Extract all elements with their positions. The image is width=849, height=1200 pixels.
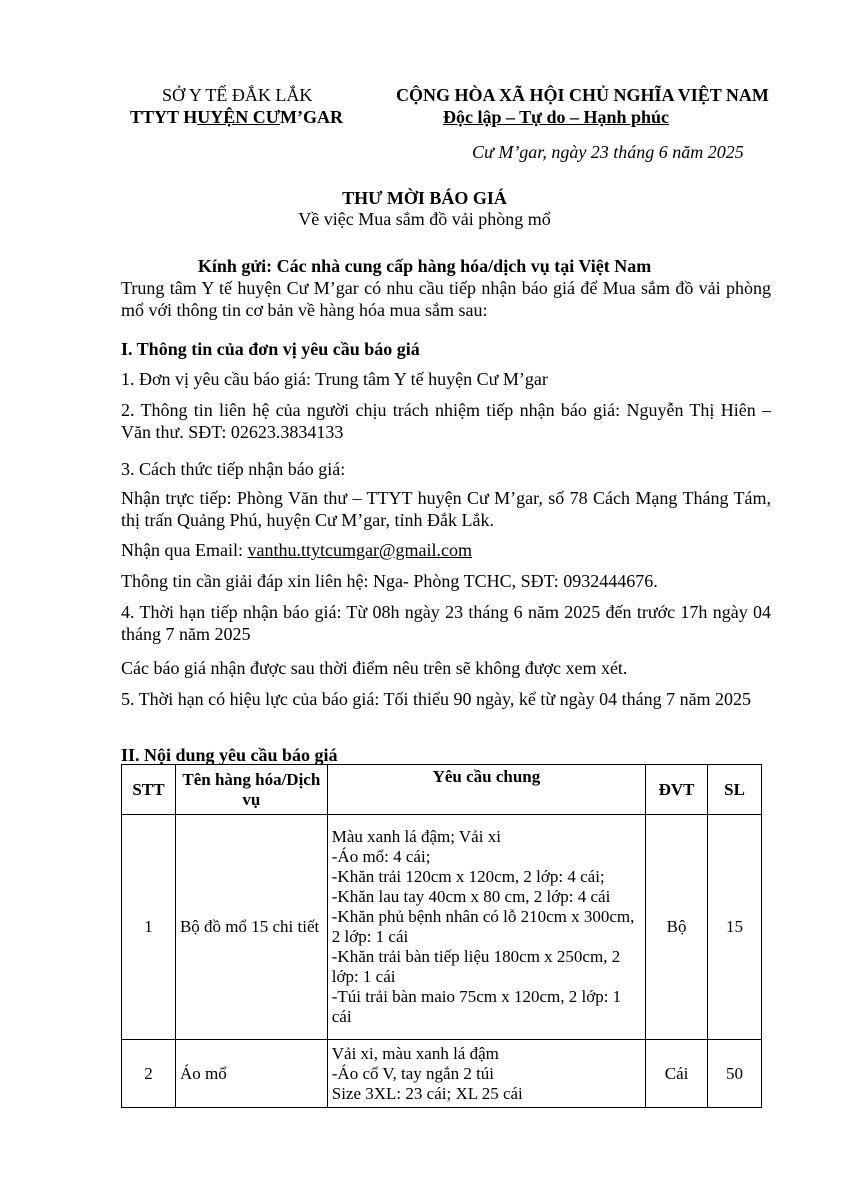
row-1-req — [327, 815, 645, 1040]
section-1-item-1: 1. Đơn vị yêu cầu báo giá: Trung tâm Y tế huyện Cư M’gar — [121, 369, 548, 389]
nation-line-1: CỘNG HÒA XÃ HỘI CHỦ NGHĨA VIỆT NAM — [396, 85, 769, 105]
place-date: Cư M’gar, ngày 23 tháng 6 năm 2025 — [472, 142, 744, 162]
section-2-heading: II. Nội dung yêu cầu báo giá — [121, 745, 338, 765]
intro-paragraph: Trung tâm Y tế huyện Cư M’gar có nhu cầu tiếp nhận báo giá để Mua sắm đồ vải phòng mổ với thông tin cơ bản về hàng hóa mua sắm sau: — [121, 278, 771, 320]
col-stt: STT — [122, 765, 176, 815]
recipient: Kính gửi: Các nhà cung cấp hàng hóa/dịch vụ tại Việt Nam — [197, 256, 652, 276]
letter-title: THƯ MỜI BÁO GIÁ — [342, 188, 507, 208]
row-2-req-line: -Áo cổ V, tay ngắn 2 túi — [331, 1063, 495, 1083]
col-req: Yêu cầu chung — [327, 765, 645, 815]
row-1-stt: 1 — [122, 815, 176, 1040]
table-header-row — [122, 765, 762, 815]
table-row — [122, 815, 762, 1040]
row-2-req-line: Vải xi, màu xanh lá đậm — [331, 1043, 499, 1063]
row-1-qty: 15 — [708, 815, 762, 1040]
receive-direct: Nhận trực tiếp: Phòng Văn thư – TTYT huyện Cư M’gar, số 78 Cách Mạng Tháng Tám, thị trấn Quảng Phú, huyện Cư M’gar, tỉnh Đắk Lắk. — [121, 488, 771, 530]
section-1-heading: I. Thông tin của đơn vị yêu cầu báo giá — [121, 339, 420, 359]
row-1-req-line: -Khăn phủ bệnh nhân có lỗ 210cm x 300cm, 2 lớp: 1 cái — [331, 907, 635, 946]
row-2-req-line: Size 3XL: 23 cái; XL 25 cái — [331, 1083, 523, 1103]
row-2-name: Áo mổ — [175, 1040, 327, 1108]
row-2-req — [327, 1040, 645, 1108]
table-row — [122, 1040, 762, 1108]
row-1-req-line: -Áo mổ: 4 cái; — [331, 847, 431, 866]
row-1-req-line: -Khăn trải bàn tiếp liệu 180cm x 250cm, 2 lớp: 1 cái — [331, 947, 621, 986]
email-link[interactable]: vanthu.ttytcumgar@gmail.com — [247, 540, 472, 560]
row-2-qty: 50 — [708, 1040, 762, 1108]
col-name: Tên hàng hóa/Dịch vụ — [175, 765, 327, 815]
row-1-name: Bộ đồ mổ 15 chi tiết — [175, 815, 327, 1040]
late-note: Các báo giá nhận được sau thời điểm nêu trên sẽ không được xem xét. — [121, 658, 628, 678]
row-1-unit: Bộ — [646, 815, 708, 1040]
letter-subject: Về việc Mua sắm đồ vải phòng mổ — [298, 209, 551, 229]
receive-email — [121, 539, 472, 561]
row-1-req-line: -Khăn lau tay 40cm x 80 cm, 2 lớp: 4 cái — [331, 887, 611, 906]
goods-table — [121, 764, 762, 1108]
row-1-req-line: -Khăn trải 120cm x 120cm, 2 lớp: 4 cái; — [331, 867, 605, 886]
row-2-stt: 2 — [122, 1040, 176, 1108]
row-2-unit: Cái — [646, 1040, 708, 1108]
row-1-req-line: Màu xanh lá đậm; Vải xi — [331, 827, 501, 846]
org-line-2-b: UYỆN CƯ — [197, 107, 281, 127]
nation-line-2: Độc lập – Tự do – Hạnh phúc — [443, 107, 670, 127]
section-1-item-5: 5. Thời hạn có hiệu lực của báo giá: Tối thiểu 90 ngày, kể từ ngày 04 tháng 7 năm 2025 — [121, 689, 752, 709]
section-1-item-3: 3. Cách thức tiếp nhận báo giá: — [121, 459, 346, 479]
col-unit: ĐVT — [646, 765, 708, 815]
col-qty: SL — [708, 765, 762, 815]
org-line-1: SỞ Y TẾ ĐẮK LẮK — [162, 85, 313, 105]
row-1-req-line: -Túi trải bàn maio 75cm x 120cm, 2 lớp: 1 cái — [331, 987, 622, 1026]
contact-info: Thông tin cần giải đáp xin liên hệ: Nga- Phòng TCHC, SĐT: 0932444676. — [121, 571, 658, 591]
email-label: Nhận qua Email: — [121, 540, 248, 560]
section-1-item-4: 4. Thời hạn tiếp nhận báo giá: Từ 08h ngày 23 tháng 6 năm 2025 đến trước 17h ngày 04 tháng 7 năm 2025 — [121, 602, 771, 644]
org-line-2-a: TTYT H — [130, 107, 198, 127]
section-1-item-2: 2. Thông tin liên hệ của người chịu trách nhiệm tiếp nhận báo giá: Nguyễn Thị Hiên – Văn thư. SĐT: 02623.3834133 — [121, 400, 771, 442]
org-line-2-c: M’GAR — [280, 107, 344, 127]
org-line-2 — [130, 106, 343, 128]
